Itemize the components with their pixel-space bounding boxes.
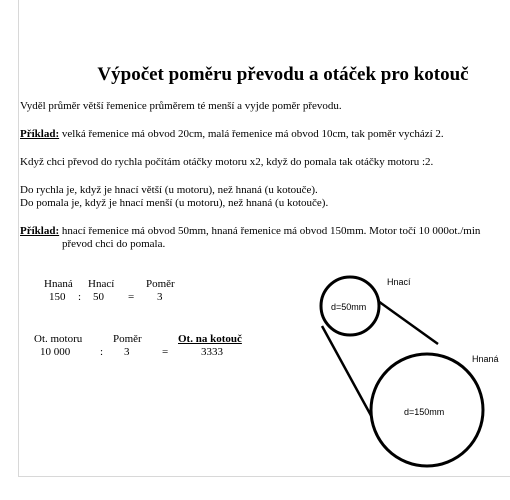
calc1-value-driver: 50: [93, 291, 104, 303]
paragraph-example-2-cont: převod chci do pomala.: [62, 238, 166, 250]
calc1-value-ratio: 3: [157, 291, 163, 303]
driver-name: Hnací: [387, 277, 411, 287]
calc2-header-ratio: Poměr: [113, 333, 142, 345]
calc1-header-ratio: Poměr: [146, 278, 175, 290]
example-label: Příklad:: [20, 225, 60, 237]
paragraph-slow: Do pomala je, když je hnací menší (u motoru), než hnaná (u kotouče).: [20, 197, 329, 209]
paragraph-speed: Když chci převod do rychla počítám otáčky motoru x2, když do pomala tak otáčky motoru :2.: [20, 156, 434, 168]
calc1-header-driver: Hnací: [88, 278, 115, 290]
calc1-equals: =: [128, 291, 135, 303]
calc2-value-ratio: 3: [124, 346, 130, 358]
calc2-value-motor: 10 000: [40, 346, 71, 358]
calc2-equals: =: [162, 346, 169, 358]
small-pulley-label: d=50mm: [331, 302, 367, 312]
calc1-op: :: [78, 291, 82, 303]
calc2-header-motor: Ot. motoru: [34, 333, 83, 345]
paragraph-fast: Do rychla je, když je hnací větší (u motoru), než hnaná (u kotouče).: [20, 184, 318, 196]
paragraph-intro: Vyděl průměr větší řemenice průměrem té menší a vyjde poměr převodu.: [20, 100, 342, 112]
calc1-value-driven: 150: [49, 291, 66, 303]
calc1-header-driven: Hnaná: [44, 278, 73, 290]
page-title: Výpočet poměru převodu a otáček pro kotouč: [97, 64, 469, 85]
large-pulley-label: d=150mm: [404, 407, 445, 417]
example-label: Příklad:: [20, 128, 60, 140]
example-text: hnací řemenice má obvod 50mm, hnaná řemenice má obvod 150mm. Motor točí 10 000ot./min: [59, 225, 481, 237]
driven-name: Hnaná: [472, 354, 499, 364]
example-text: velká řemenice má obvod 20cm, malá řemenice má obvod 10cm, tak poměr vychází 2.: [59, 128, 444, 140]
calc2-op: :: [100, 346, 104, 358]
calc2-header-disc: Ot. na kotouč: [178, 333, 242, 345]
calc2-value-disc: 3333: [201, 346, 223, 358]
